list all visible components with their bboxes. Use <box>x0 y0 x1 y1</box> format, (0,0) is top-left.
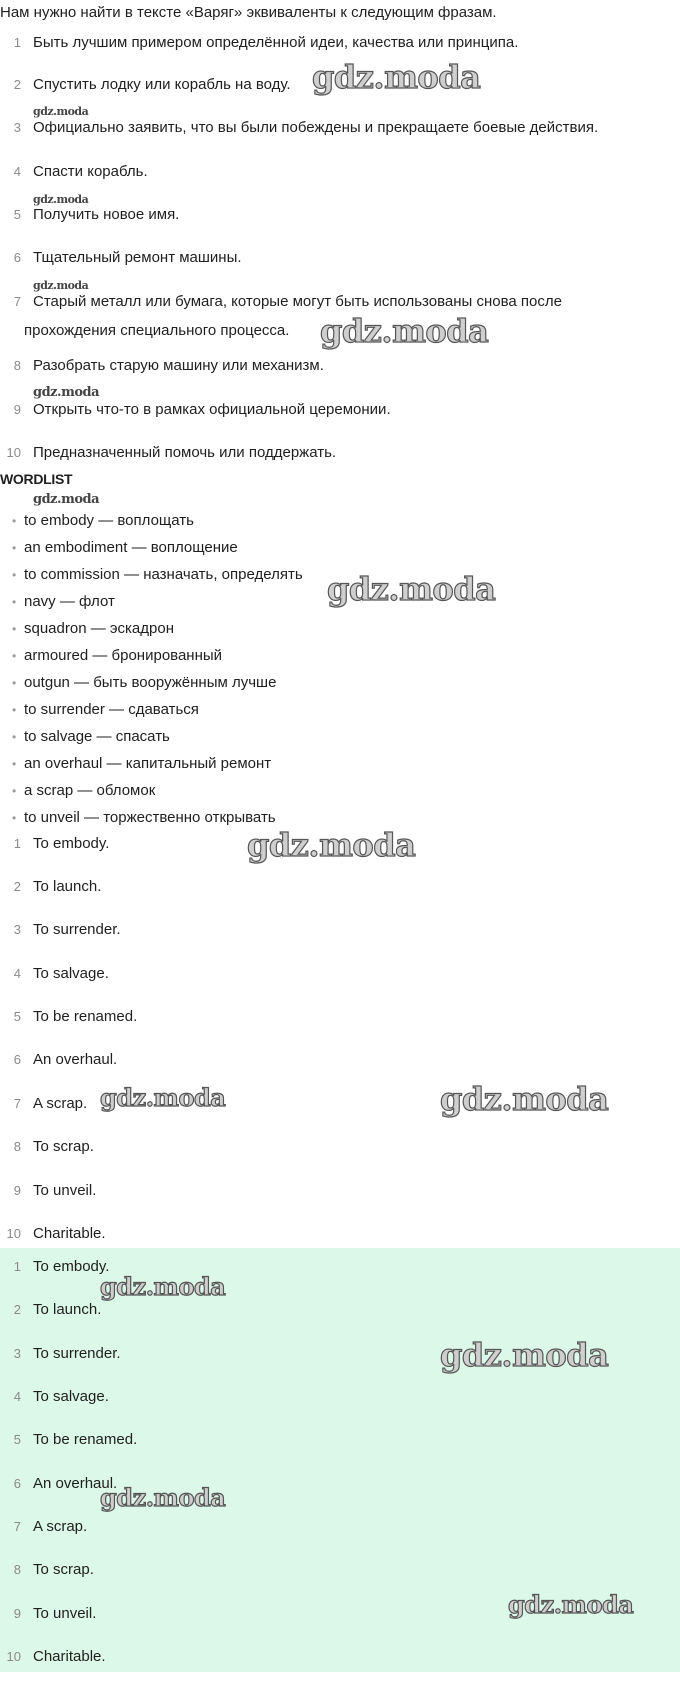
watermark-logo: gdz.moda <box>440 1080 609 1118</box>
list-item: 1 To embody. <box>13 835 110 852</box>
list-item: 9 To unveil. <box>13 1182 97 1199</box>
watermark-logo: gdz.moda <box>508 1590 634 1619</box>
list-item <box>0 205 680 225</box>
item-number: 7 <box>13 294 21 309</box>
item-text: Быть лучшим примером определённой идеи, качества или принципа. <box>33 34 519 51</box>
list-item: 3 To surrender. <box>13 1345 121 1362</box>
list-item <box>0 248 680 268</box>
item-number: 2 <box>13 77 21 92</box>
item-text: Спасти корабль. <box>33 163 148 180</box>
item-text: Открыть что-то в рамках официальной церемонии. <box>33 401 391 418</box>
list-item: 6 An overhaul. <box>13 1475 118 1492</box>
item-number: 3 <box>13 120 21 135</box>
list-item: 9 To unveil. <box>13 1605 97 1622</box>
watermark-logo: gdz.moda <box>327 570 496 608</box>
watermark-logo: gdz.moda <box>100 1272 226 1301</box>
item-number: 1 <box>13 35 21 50</box>
item-number: 10 <box>6 445 21 460</box>
list-item: 2 To launch. <box>13 878 102 895</box>
list-item: 4 To salvage. <box>13 965 109 982</box>
list-item: 8 To scrap. <box>13 1561 94 1578</box>
item-text: прохождения специального процесса. <box>24 322 290 339</box>
watermark-logo: gdz.moda <box>312 58 481 96</box>
list-item <box>0 162 680 182</box>
item-text: Разобрать старую машину или механизм. <box>33 357 324 374</box>
item-text: Предназначенный помочь или поддержать. <box>33 444 337 461</box>
wordlist-title: WORDLIST <box>0 471 73 487</box>
item-text: Тщательный ремонт машины. <box>33 249 242 266</box>
watermark-logo: gdz.moda <box>33 105 89 118</box>
watermark-logo: gdz.moda <box>100 1083 226 1112</box>
watermark-logo: gdz.moda <box>440 1336 609 1374</box>
item-number: 6 <box>13 250 21 265</box>
list-item: 4 To salvage. <box>13 1388 109 1405</box>
list-item: 3 To surrender. <box>13 921 121 938</box>
list-item: 1 To embody. <box>13 1258 110 1275</box>
list-item <box>0 118 680 138</box>
intro-text: Нам нужно найти в тексте «Варяг» эквиваленты к следующим фразам. <box>0 4 497 21</box>
watermark-logo: gdz.moda <box>33 279 89 292</box>
item-text: Официально заявить, что вы были побеждены и прекращаете боевые действия. <box>33 119 599 136</box>
item-number: 9 <box>13 402 21 417</box>
watermark-logo: gdz.moda <box>100 1483 226 1512</box>
item-number: 5 <box>13 207 21 222</box>
watermark-logo: gdz.moda <box>320 312 489 350</box>
list-item <box>0 33 680 53</box>
list-item: 10 Charitable. <box>6 1648 106 1665</box>
watermark-logo: gdz.moda <box>33 385 100 400</box>
item-number: 4 <box>13 164 21 179</box>
item-text: Получить новое имя. <box>33 206 180 223</box>
item-number: 8 <box>13 358 21 373</box>
item-text: Старый металл или бумага, которые могут быть использованы снова после <box>33 293 562 310</box>
watermark-logo: gdz.moda <box>247 826 416 864</box>
list-item <box>0 292 680 312</box>
list-item: 7 A scrap. <box>13 1095 88 1112</box>
list-item <box>0 443 680 463</box>
item-text: Спустить лодку или корабль на воду. <box>33 76 291 93</box>
list-item <box>0 400 680 420</box>
list-item: 6 An overhaul. <box>13 1051 118 1068</box>
watermark-logo: gdz.moda <box>33 193 89 206</box>
list-item: 10 Charitable. <box>6 1225 106 1242</box>
list-item <box>0 356 680 376</box>
list-item: 7 A scrap. <box>13 1518 88 1535</box>
list-item: 8 To scrap. <box>13 1138 94 1155</box>
list-item: 5 To be renamed. <box>13 1431 138 1448</box>
list-item: 2 To launch. <box>13 1301 102 1318</box>
watermark-logo: gdz.moda <box>33 492 100 507</box>
list-item: 5 To be renamed. <box>13 1008 138 1025</box>
